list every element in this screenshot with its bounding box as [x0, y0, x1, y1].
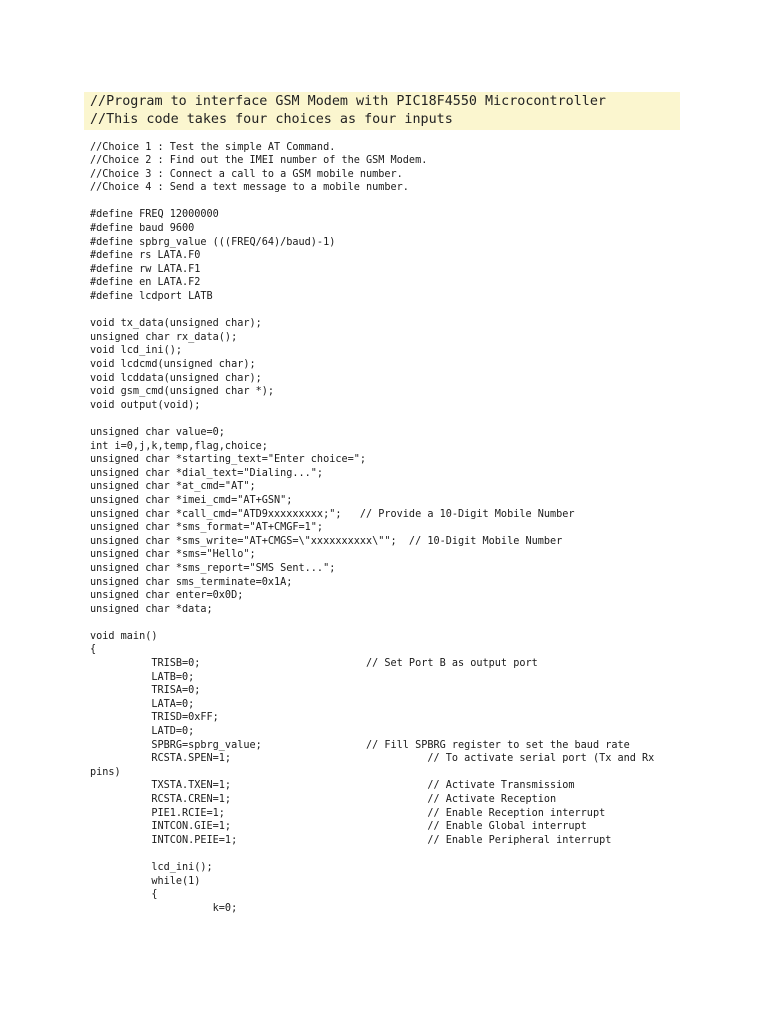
code-line: TRISD=0xFF; [90, 712, 219, 724]
code-line: #define baud 9600 [90, 223, 195, 235]
code-line: #define spbrg_value (((FREQ/64)/baud)-1) [90, 236, 336, 248]
code-line: unsigned char *starting_text="Enter choice="; [90, 454, 367, 466]
code-line: //Choice 3 : Connect a call to a GSM mobile number. [90, 168, 403, 180]
code-line: LATA=0; [90, 698, 195, 710]
blank-line [90, 195, 690, 209]
code-line: lcd_ini(); [90, 861, 213, 873]
blank-line [90, 304, 690, 318]
code-line: unsigned char *sms_format="AT+CMGF=1"; [90, 522, 324, 534]
code-line: { [90, 889, 158, 901]
code-line: unsigned char *imei_cmd="AT+GSN"; [90, 494, 293, 506]
code-line: //Choice 1 : Test the simple AT Command. [90, 141, 336, 153]
code-line: while(1) [90, 875, 201, 887]
code-line: #define lcdport LATB [90, 291, 213, 303]
code-line: k=0; [90, 902, 238, 914]
code-line: unsigned char *dial_text="Dialing..."; [90, 467, 324, 479]
code-line: unsigned char sms_terminate=0x1A; [90, 576, 293, 588]
code-line: INTCON.GIE=1; // Enable Global interrupt [90, 821, 587, 833]
code-line: INTCON.PEIE=1; // Enable Peripheral interrupt [90, 834, 612, 846]
code-line: TRISB=0; // Set Port B as output port [90, 658, 538, 670]
code-line: void main() [90, 630, 158, 642]
blank-line [90, 616, 690, 630]
code-line: pins) [90, 766, 121, 778]
code-line: { [90, 644, 97, 656]
code-line: void lcdcmd(unsigned char); [90, 359, 256, 370]
code-line: unsigned char *data; [90, 603, 213, 615]
code-line: void output(void); [90, 399, 201, 411]
code-line: //Choice 4 : Send a text message to a mobile number. [90, 182, 409, 194]
code-line: RCSTA.SPEN=1; // To activate serial port (Tx and Rx [90, 753, 655, 765]
code-listing [90, 141, 690, 916]
code-line: void gsm_cmd(unsigned char *); [90, 386, 275, 398]
code-line: #define rw LATA.F1 [90, 263, 201, 275]
code-line: SPBRG=spbrg_value; // Fill SPBRG register to set the baud rate [90, 739, 630, 751]
header-comment-line-1: //Program to interface GSM Modem with PIC18F4550 Microcontroller [90, 94, 606, 109]
code-line: LATD=0; [90, 726, 195, 738]
code-line: int i=0,j,k,temp,flag,choice; [90, 440, 268, 452]
code-line: TXSTA.TXEN=1; // Activate Transmissiom [90, 780, 575, 792]
blank-line [90, 847, 690, 861]
blank-line [90, 412, 690, 426]
code-line: void lcddata(unsigned char); [90, 372, 262, 384]
code-line: unsigned char value=0; [90, 426, 225, 438]
code-line: unsigned char *sms_write="AT+CMGS=\"xxxxxxxxxx\""; // 10-Digit Mobile Number [90, 535, 563, 547]
code-line: //Choice 2 : Find out the IMEI number of the GSM Modem. [90, 155, 428, 167]
code-line: unsigned char *sms_report="SMS Sent..."; [90, 562, 336, 574]
code-line: PIE1.RCIE=1; // Enable Reception interrupt [90, 807, 606, 819]
code-line: unsigned char *call_cmd="ATD9xxxxxxxxx;"; // Provide a 10-Digit Mobile Number [90, 508, 575, 520]
code-line: RCSTA.CREN=1; // Activate Reception [90, 794, 557, 805]
code-line: #define FREQ 12000000 [90, 209, 219, 221]
code-line: #define rs LATA.F0 [90, 250, 201, 262]
code-line: unsigned char enter=0x0D; [90, 590, 244, 602]
code-line: #define en LATA.F2 [90, 277, 201, 289]
code-line: unsigned char *at_cmd="AT"; [90, 481, 256, 493]
code-line: void tx_data(unsigned char); [90, 318, 262, 330]
header-comment-line-2: //This code takes four choices as four inputs [90, 112, 453, 127]
code-line: TRISA=0; [90, 685, 201, 697]
code-line: unsigned char *sms="Hello"; [90, 549, 256, 561]
code-line: unsigned char rx_data(); [90, 331, 238, 343]
code-line: LATB=0; [90, 671, 195, 683]
code-line: void lcd_ini(); [90, 345, 183, 357]
